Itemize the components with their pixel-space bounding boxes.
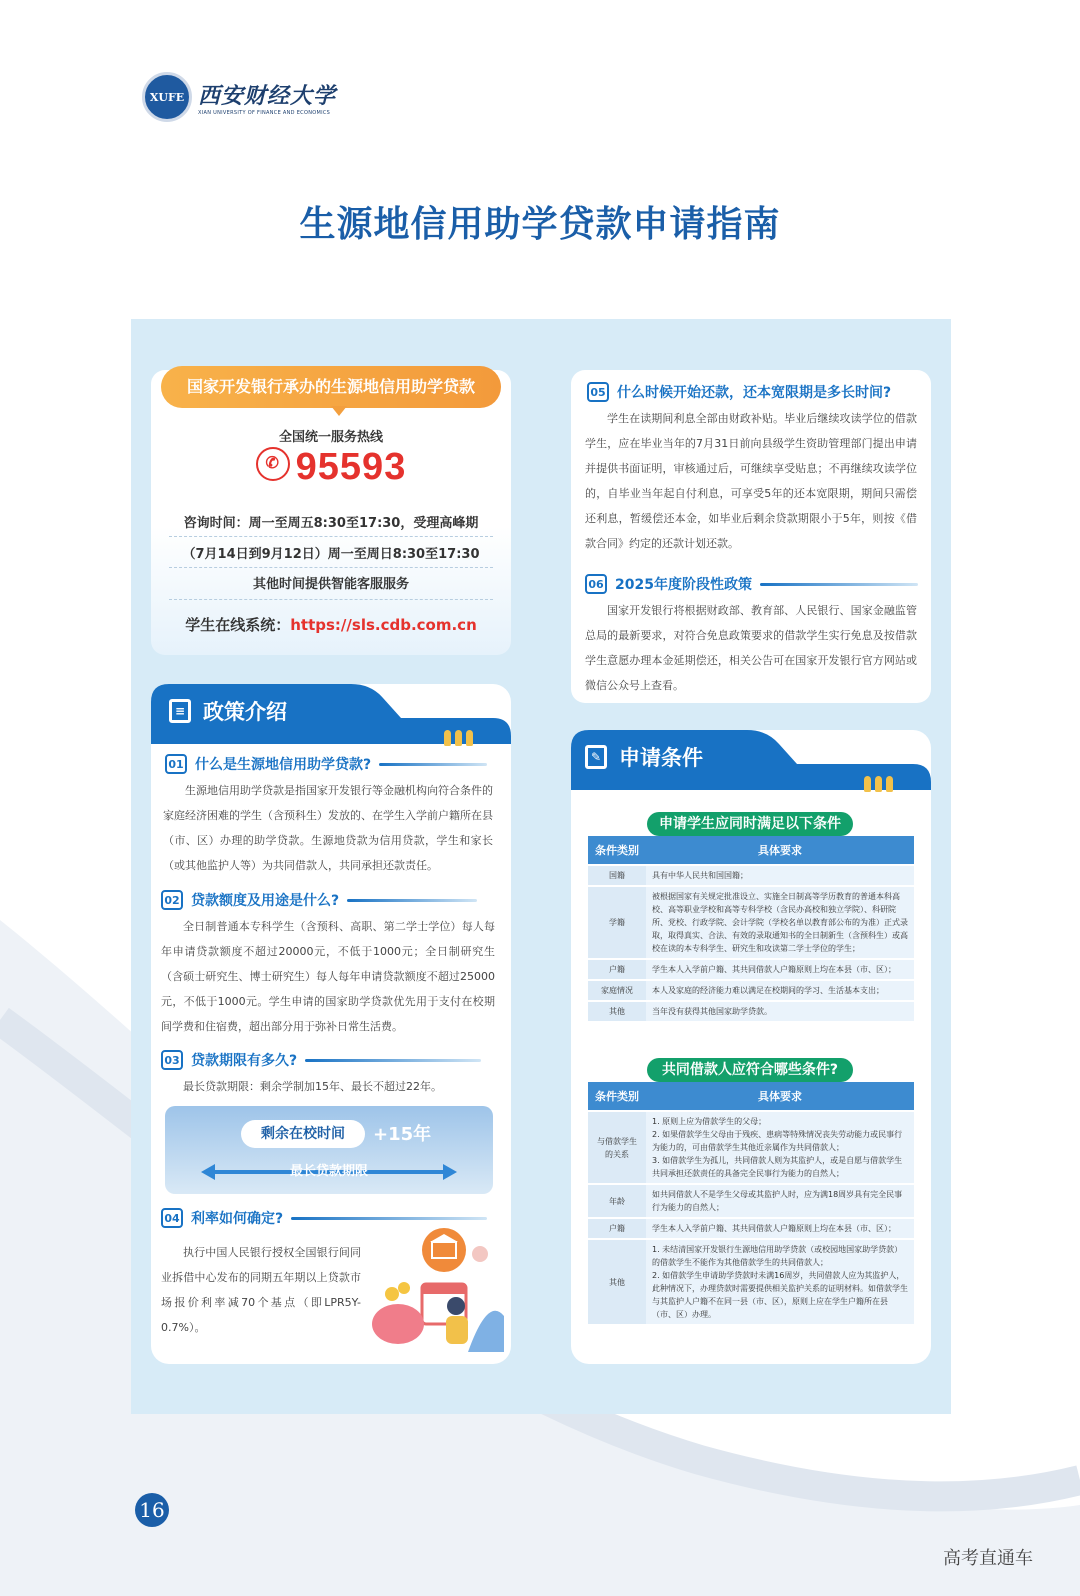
hotline-number[interactable]: 95593 — [295, 446, 407, 488]
q1-body: 生源地信用助学贷款是指国家开发银行等金融机构向符合条件的家庭经济困难的学生（含预科生）发放的、在学生入学前户籍所在县（市、区）办理的助学贷款。生源地贷款为信用贷款，学生和家长（或其他监护人等）为共同借款人，共同承担还款责任。 — [163, 784, 493, 872]
q3-heading — [161, 1050, 481, 1070]
university-logo — [142, 72, 336, 122]
q1-title: 什么是生源地信用助学贷款? — [195, 757, 372, 773]
q4-body: 执行中国人民银行授权全国银行间同业拆借中心发布的同期五年期以上贷款市场报价利率减70个基点（即LPR5Y-0.7%）。 — [161, 1246, 361, 1334]
watermark: 高考直通车 — [943, 1548, 1033, 1569]
remaining-school-pill: 剩余在校时间 — [241, 1120, 365, 1148]
phone-icon: ✆ — [256, 447, 290, 481]
table-row: 户籍 学生本人入学前户籍、其共同借款人户籍原则上均在本县（市、区）； — [588, 959, 914, 980]
q1-heading — [165, 754, 487, 774]
conditions-heading-row — [585, 742, 703, 772]
q2-body: 全日制普通本专科学生（含预科、高职、第二学士学位）每人每年申请贷款额度不超过20000元，不低于1000元；全日制研究生（含硕士研究生、博士研究生）每人每年申请贷款额度不超过25000元，不低于1000元。学生申请的国家助学贷款优先用于支付在校期间学费和住宿费，超出部分用于弥补日常生活费。 — [161, 920, 495, 1033]
online-url-link[interactable]: https://sls.cdb.com.cn — [290, 616, 477, 634]
table-row: 家庭情况 本人及家庭的经济能力难以满足在校期间的学习、生活基本支出； — [588, 980, 914, 1001]
q1-number: 01 — [165, 754, 187, 774]
page-title: 生源地信用助学贷款申请指南 — [299, 203, 781, 245]
consult-hours: 咨询时间：周一至周五8:30至17:30，受理高峰期 — [183, 516, 479, 531]
document-icon: ≡ — [169, 699, 191, 723]
conditions-heading: 申请条件 — [619, 746, 703, 770]
hotline-card — [151, 370, 511, 655]
q4-heading — [161, 1208, 487, 1228]
col-requirement: 具体要求 — [646, 836, 914, 865]
hotline-number-row — [151, 446, 511, 489]
borrower-conditions-pill: 共同借款人应符合哪些条件? — [647, 1058, 853, 1082]
policy-heading: 政策介绍 — [203, 700, 287, 724]
decor-bulbs — [864, 776, 893, 792]
divider — [169, 599, 493, 600]
borrower-conditions-table — [588, 1082, 914, 1324]
smart-service: 其他时间提供智能客服服务 — [252, 577, 409, 592]
q6-number: 06 — [585, 574, 607, 594]
hotline-tab: 国家开发银行承办的生源地信用助学贷款 — [161, 366, 501, 408]
online-label: 学生在线系统： — [185, 616, 291, 634]
divider — [169, 567, 493, 568]
q5-number: 05 — [587, 382, 609, 402]
table-row: 与借款学生的关系 1. 原则上应为借款学生的父母； 2. 如果借款学生父母由于残疾、患病等特殊情况丧失劳动能力或民事行为能力的，可由借款学生其他近亲属作为共同借款人； 3. 如借款学生为孤儿，共同借款人则为其监护人，或是自愿与借款学生共同承担还款责任的具备完全民事行为能力的自然人； — [588, 1111, 914, 1184]
q5-heading — [587, 382, 891, 402]
q2-heading — [161, 890, 477, 910]
q5-body: 学生在读期间利息全部由财政补贴。毕业后继续攻读学位的借款学生，应在毕业当年的7月31日前向县级学生资助管理部门提出申请并提供书面证明，审核通过后，可继续享受贴息；不再继续攻读学位的，自毕业当年起自付利息，可享受5年的还本宽限期，期间只需偿还利息，暂缓偿还本金，如毕业后剩余贷款期限小于5年，则按《借款合同》约定的还款计划还款。 — [585, 412, 917, 550]
edit-document-icon: ✎ — [585, 745, 607, 769]
table-row: 其他 1. 未结清国家开发银行生源地信用助学贷款（或校园地国家助学贷款）的借款学生不能作为其他借款学生的共同借款人； 2. 如借款学生申请助学贷款时未满16周岁，共同借款人应为其监护人，此种情况下，办理贷款时需要提供相关监护关系的证明材料。如借款学生与其监护人户籍不在同一县（市、区），原则上应在学生户籍所在县（市、区）办理。 — [588, 1239, 914, 1324]
col-category: 条件类别 — [588, 836, 646, 865]
table-row: 年龄 如共同借款人不是学生父母或其监护人时，应为满18周岁具有完全民事行为能力的自然人； — [588, 1184, 914, 1218]
loan-term-diagram — [165, 1106, 493, 1194]
table-row: 学籍 被根据国家有关规定批准设立、实施全日制高等学历教育的普通本科高校、高等职业学校和高等专科学校（含民办高校和独立学院）、科研院所、党校、行政学院、会计学院（学校名单以教育部公布的为准）正式录取，取得真实、合法、有效的录取通知书的全日制新生（含预科生）或高校在读的本专科学生、研究生和攻读第二学士学位的学生； — [588, 886, 914, 959]
university-seal: XUFE — [142, 72, 192, 122]
student-conditions-table — [588, 836, 914, 1021]
bank-piggy-illustration — [368, 1226, 508, 1356]
hotline-label: 全国统一服务热线 — [278, 430, 383, 445]
student-conditions-pill: 申请学生应同时满足以下条件 — [647, 812, 853, 836]
decor-bulbs — [444, 730, 473, 746]
q3-number: 03 — [161, 1050, 183, 1070]
repayment-card — [571, 370, 931, 703]
q4-title: 利率如何确定? — [191, 1211, 284, 1227]
plus-years: +15年 — [373, 1124, 432, 1145]
q2-title: 贷款额度及用途是什么? — [191, 893, 340, 909]
q3-title: 贷款期限有多久? — [191, 1053, 298, 1069]
col-category: 条件类别 — [588, 1082, 646, 1111]
divider — [169, 536, 493, 537]
university-name: 西安财经大学 — [198, 82, 337, 109]
q6-title: 2025年度阶段性政策 — [615, 577, 752, 593]
table-row: 户籍 学生本人入学前户籍、其共同借款人户籍原则上均在本县（市、区）； — [588, 1218, 914, 1239]
max-term-label: 最长贷款期限 — [289, 1164, 368, 1179]
page-number: 16 — [135, 1493, 169, 1527]
q3-body: 最长贷款期限：剩余学制加15年、最长不超过22年。 — [183, 1080, 442, 1093]
q2-number: 02 — [161, 890, 183, 910]
conditions-card — [571, 730, 931, 1364]
online-system — [151, 614, 511, 635]
peak-hours: （7月14日到9月12日）周一至周日8:30至17:30 — [182, 547, 480, 562]
q6-body: 国家开发银行将根据财政部、教育部、人民银行、国家金融监管总局的最新要求，对符合免息政策要求的借款学生实行免息及按借款学生意愿办理本金延期偿还，相关公告可在国家开发银行官方网站或微信公众号上查看。 — [585, 604, 917, 692]
table-row: 其他 当年没有获得其他国家助学贷款。 — [588, 1001, 914, 1021]
table-row: 国籍 具有中华人民共和国国籍； — [588, 865, 914, 886]
q6-heading — [585, 574, 918, 594]
policy-heading-row — [169, 696, 287, 726]
col-requirement: 具体要求 — [646, 1082, 914, 1111]
university-name-en: XIAN UNIVERSITY OF FINANCE AND ECONOMICS — [198, 109, 331, 116]
q4-number: 04 — [161, 1208, 183, 1228]
q5-title: 什么时候开始还款，还本宽限期是多长时间? — [617, 385, 892, 401]
